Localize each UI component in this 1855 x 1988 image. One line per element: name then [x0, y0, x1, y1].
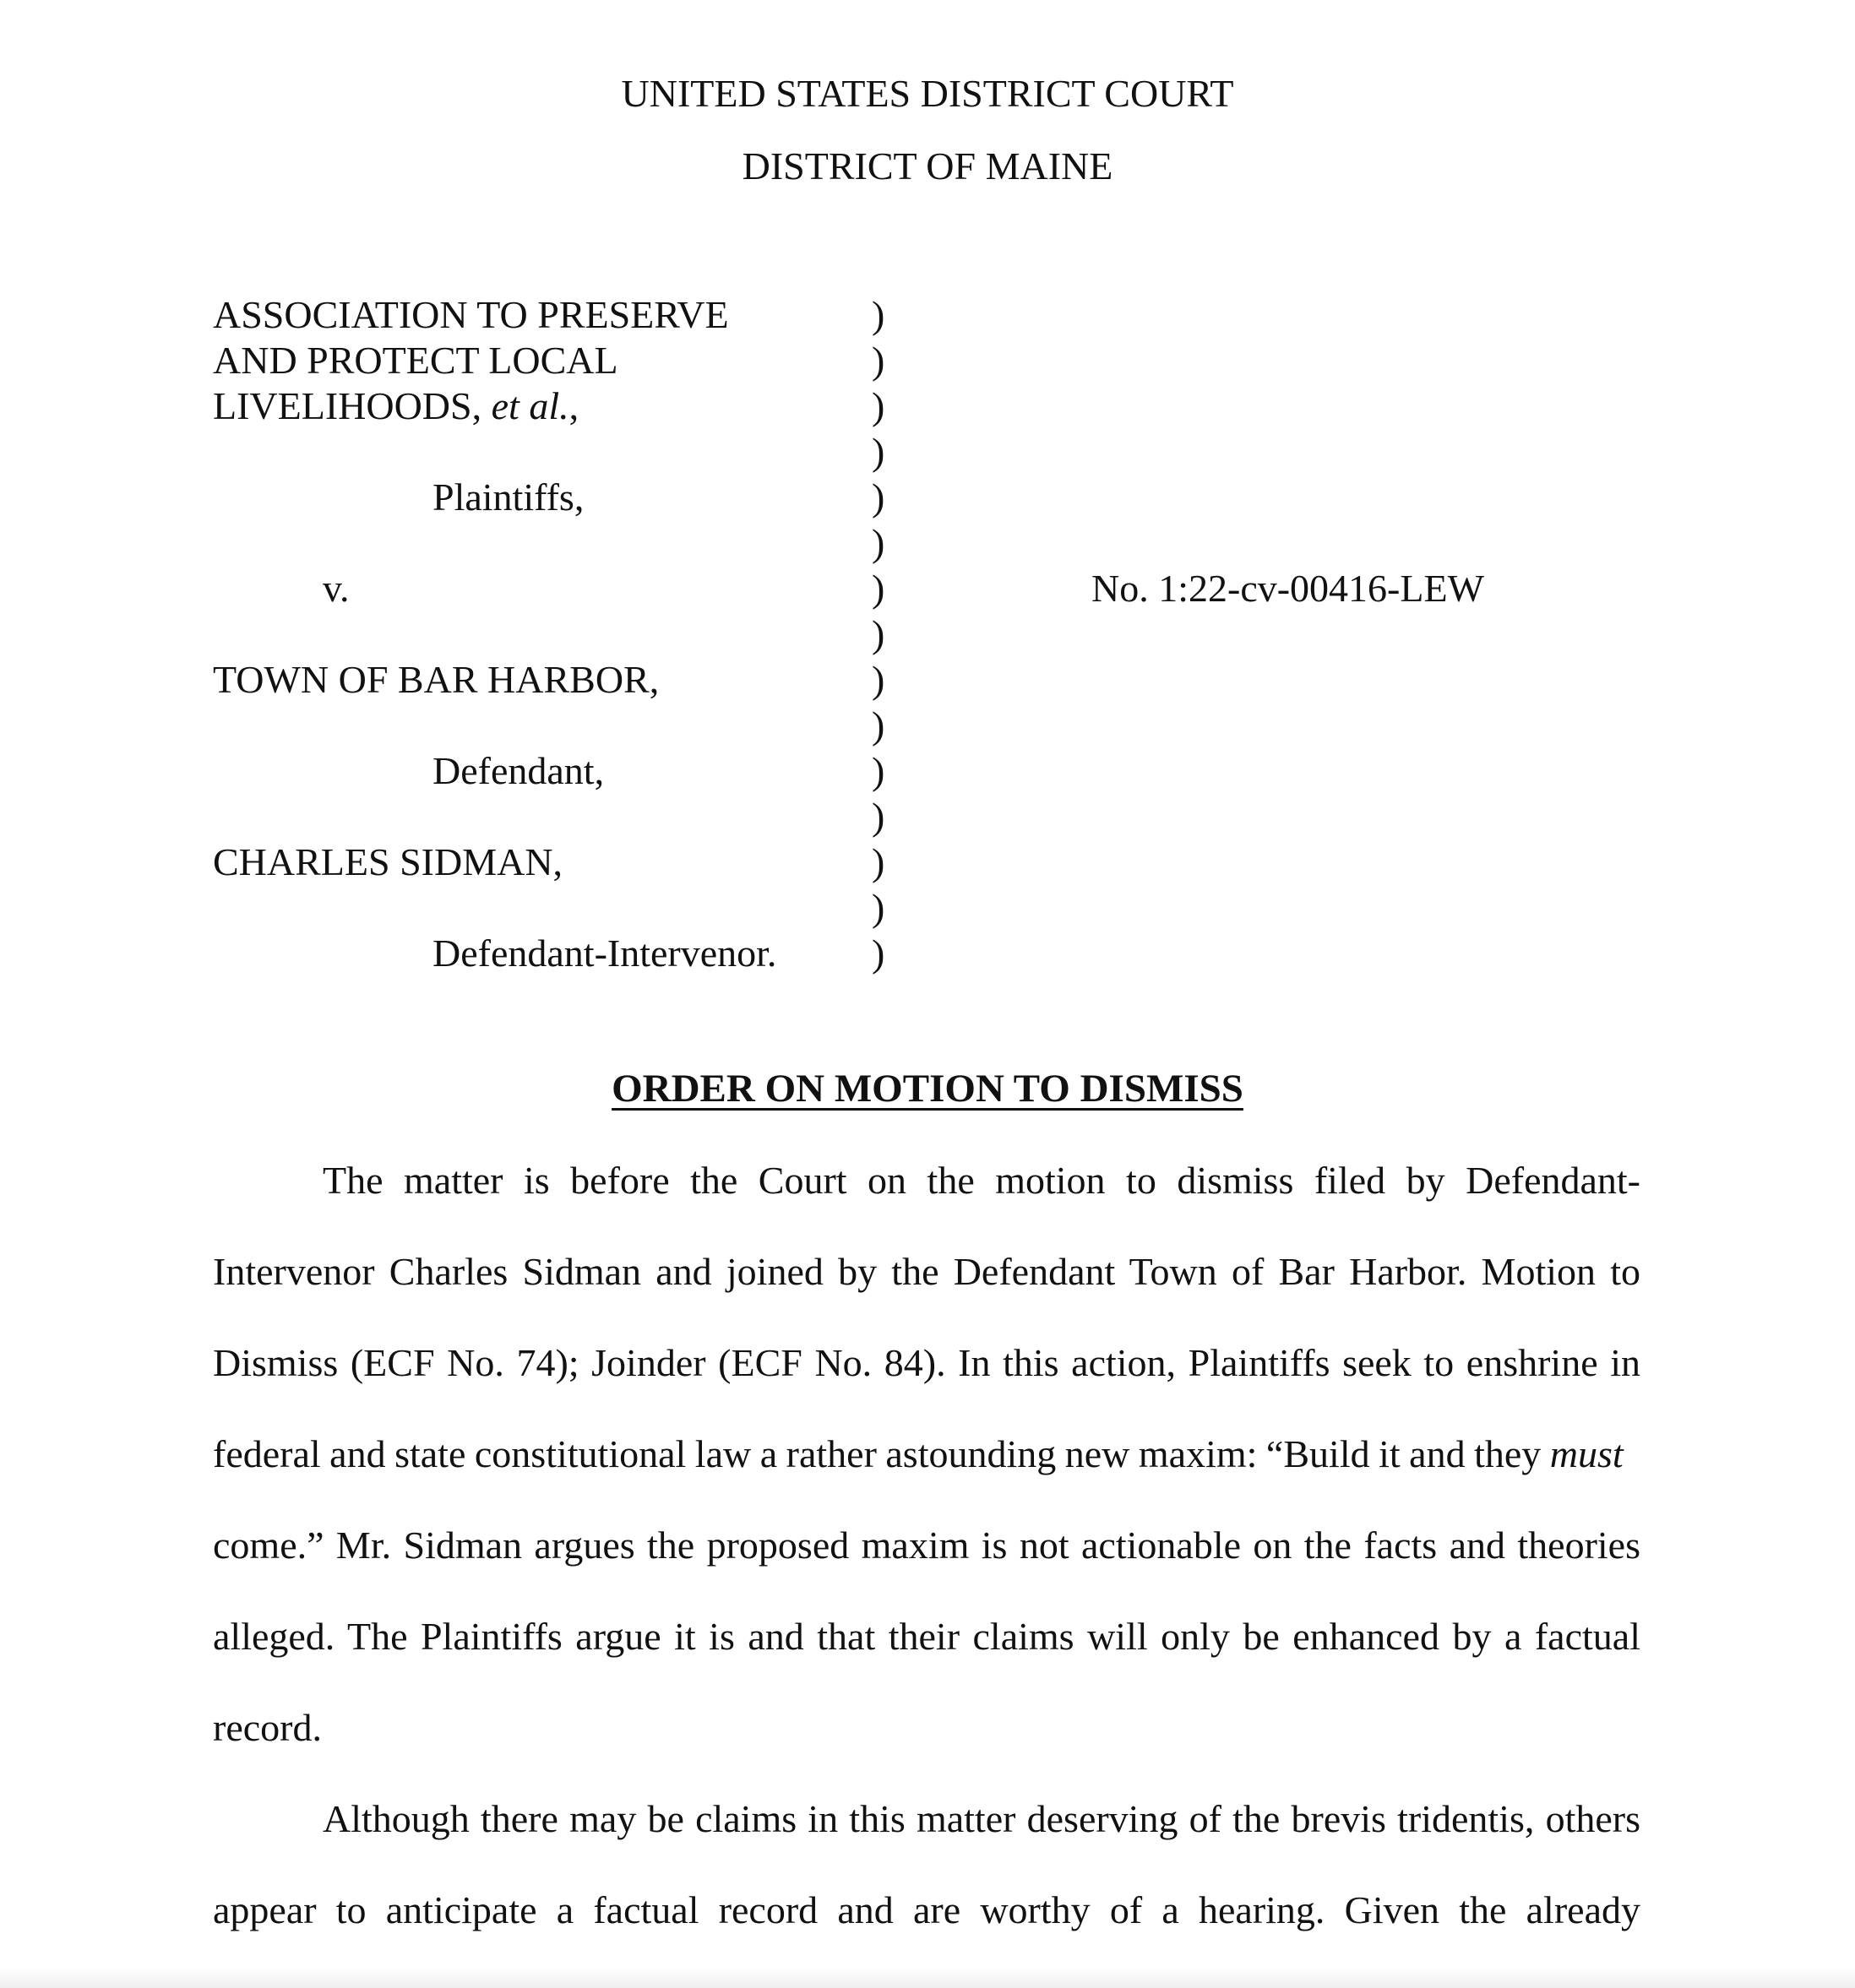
body-text: federal and state constitutional law a rather astounding new maxim: “Build it and they [213, 1432, 1550, 1475]
case-number: No. 1:22-cv-00416-LEW [1091, 567, 1484, 610]
paren: ) [872, 384, 885, 427]
paren: ) [872, 703, 885, 747]
body-line: Although there may be claims in this matter deserving of the brevis tridentis, others [323, 1797, 1640, 1840]
paren: ) [872, 886, 885, 929]
defendant-role: Defendant, [432, 749, 605, 792]
body-line: alleged. The Plaintiffs argue it is and that their claims will only be enhanced by a factual [213, 1615, 1640, 1658]
et-al-text: et al. [491, 384, 569, 427]
plaintiff-name-text: LIVELIHOODS, [213, 384, 492, 427]
court-name: UNITED STATES DISTRICT COURT [621, 72, 1234, 115]
district-name: DISTRICT OF MAINE [742, 144, 1113, 187]
body-line [213, 1431, 1640, 1478]
body-line: Intervenor Charles Sidman and joined by the Defendant Town of Bar Harbor. Motion to [213, 1250, 1640, 1293]
caption-parentheses [872, 292, 884, 976]
paren: ) [872, 932, 885, 975]
emphasis-must: must [1549, 1432, 1624, 1475]
body-line: record. [213, 1706, 322, 1749]
order-title: ORDER ON MOTION TO DISMISS [612, 1067, 1243, 1111]
paren: ) [872, 293, 885, 336]
paren: ) [872, 567, 885, 610]
page-bottom-shadow [0, 1968, 1855, 1988]
plaintiff-name-line-1: ASSOCIATION TO PRESERVE [213, 293, 729, 336]
paren: ) [872, 430, 885, 473]
paren: ) [872, 521, 885, 564]
plaintiff-comma: , [568, 384, 579, 427]
body-line: The matter is before the Court on the motion to dismiss filed by Defendant- [323, 1159, 1640, 1202]
paren: ) [872, 475, 885, 519]
paren: ) [872, 339, 885, 382]
defendant-name: TOWN OF BAR HARBOR, [213, 658, 660, 701]
paren: ) [872, 840, 885, 883]
paren: ) [872, 749, 885, 792]
plaintiffs-role: Plaintiffs, [432, 475, 585, 519]
body-line: come.” Mr. Sidman argues the proposed maxim is not actionable on the facts and theories [213, 1524, 1640, 1567]
intervenor-role: Defendant-Intervenor. [432, 932, 777, 975]
paren: ) [872, 612, 885, 655]
body-line: appear to anticipate a factual record and are worthy of a hearing. Given the already [213, 1888, 1640, 1931]
body-line: Dismiss (ECF No. 74); Joinder (ECF No. 84). In this action, Plaintiffs seek to enshrine in [213, 1341, 1640, 1384]
versus: v. [323, 567, 350, 610]
plaintiff-name-line-3 [213, 383, 579, 429]
paren: ) [872, 658, 885, 701]
paren: ) [872, 795, 885, 838]
plaintiff-name-line-2: AND PROTECT LOCAL [213, 339, 618, 382]
intervenor-name: CHARLES SIDMAN, [213, 840, 563, 883]
